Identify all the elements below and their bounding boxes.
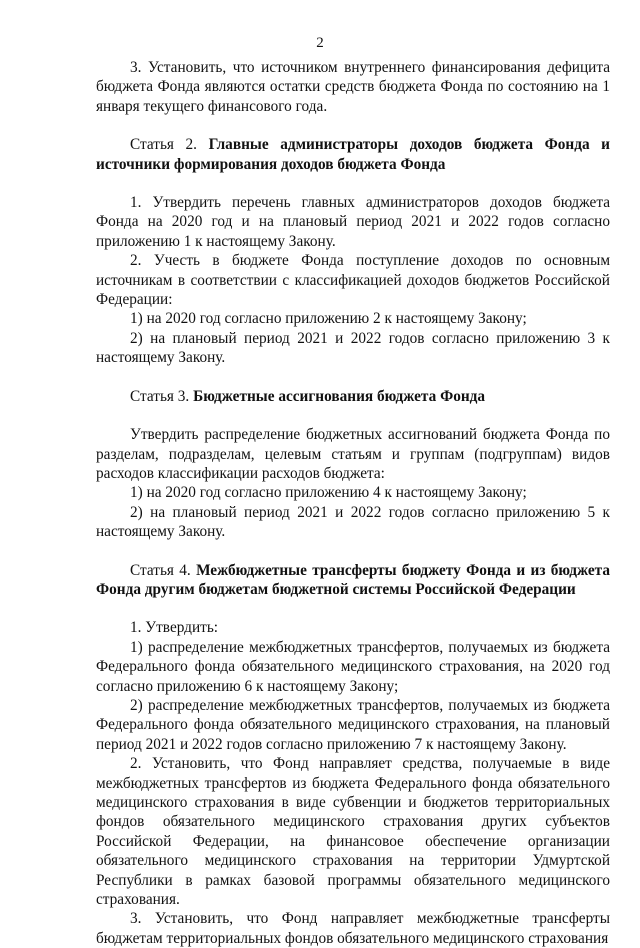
page-number: 2 [316, 35, 324, 51]
paragraph-deficit-sources: 3. Установить, что источником внутреннего финансирования дефицита бюджета Фонда являются остатки средств бюджета Фонда по состоянию на 1 января текущего финансового года. [96, 59, 610, 115]
paragraph-2-1: 1. Утвердить перечень главных администраторов доходов бюджета Фонда на 2020 год и на плановый период 2021 и 2022 годов согласно приложению 1 к настоящему Закону. [96, 194, 610, 250]
article-4-prefix: Статья 4. [130, 561, 191, 579]
article-3-title: Бюджетные ассигнования бюджета Фонда [193, 387, 486, 405]
article-3-heading [96, 387, 610, 406]
paragraph-2-2: 2. Учесть в бюджете Фонда поступление доходов по основным источникам в соответствии с классификацией доходов бюджетов Российской Федерации: [96, 252, 610, 309]
paragraph-4-1: 1. Утвердить: [130, 619, 219, 637]
paragraph-4-2: 2. Установить, что Фонд направляет средства, получаемые в виде межбюджетных трансфертов из бюджета Федерального фонда обязательного медицинского страхования в виде субвенции и бюджетов территориальных фондов обязательного медицинского страхования других субъектов Российской Федерации, на финансовое обеспечение организации обязательного медицинского страхования на территории Удмуртской Республики в рамках базовой программы обязательного медицинского страхования. [96, 755, 610, 909]
article-2-heading [96, 135, 610, 174]
paragraph-2-2-1: 1) на 2020 год согласно приложению 2 к настоящему Закону; [130, 310, 527, 328]
paragraph-2-2-2: 2) на плановый период 2021 и 2022 годов согласно приложению 3 к настоящему Закону. [96, 329, 610, 367]
document-body [96, 58, 610, 948]
paragraph-4-1-1: 1) распределение межбюджетных трансфертов, получаемых из бюджета Федерального фонда обязательного медицинского страхования, на 2020 год согласно приложению 6 к настоящему Закону; [96, 638, 610, 695]
article-4-heading [96, 561, 610, 600]
paragraph-3-2: 2) на плановый период 2021 и 2022 годов согласно приложению 5 к настоящему Закону. [96, 503, 610, 541]
article-2-prefix: Статья 2. [130, 136, 198, 154]
paragraph-4-1-2: 2) распределение межбюджетных трансфертов, получаемых из бюджета Федерального фонда обязательного медицинского страхования, на плановый период 2021 и 2022 годов согласно приложению 7 к настоящему Закону. [96, 696, 610, 753]
article-2-title: Главные администраторы доходов бюджета Фонда и источники формирования доходов бюджета Фонда [96, 136, 610, 173]
paragraph-3: Утвердить распределение бюджетных ассигнований бюджета Фонда по разделам, подразделам, целевым статьям и группам (подгруппам) видов расходов классификации расходов бюджета: [96, 426, 610, 482]
paragraph-3-1: 1) на 2020 год согласно приложению 4 к настоящему Закону; [130, 484, 527, 502]
article-3-prefix: Статья 3. [130, 387, 190, 405]
paragraph-4-3: 3. Установить, что Фонд направляет межбюджетные трансферты бюджетам территориальных фондов обязательного медицинского страхования [96, 910, 610, 947]
article-4-title: Межбюджетные трансферты бюджету Фонда и из бюджета Фонда другим бюджетам бюджетной системы Российской Федерации [96, 561, 610, 598]
